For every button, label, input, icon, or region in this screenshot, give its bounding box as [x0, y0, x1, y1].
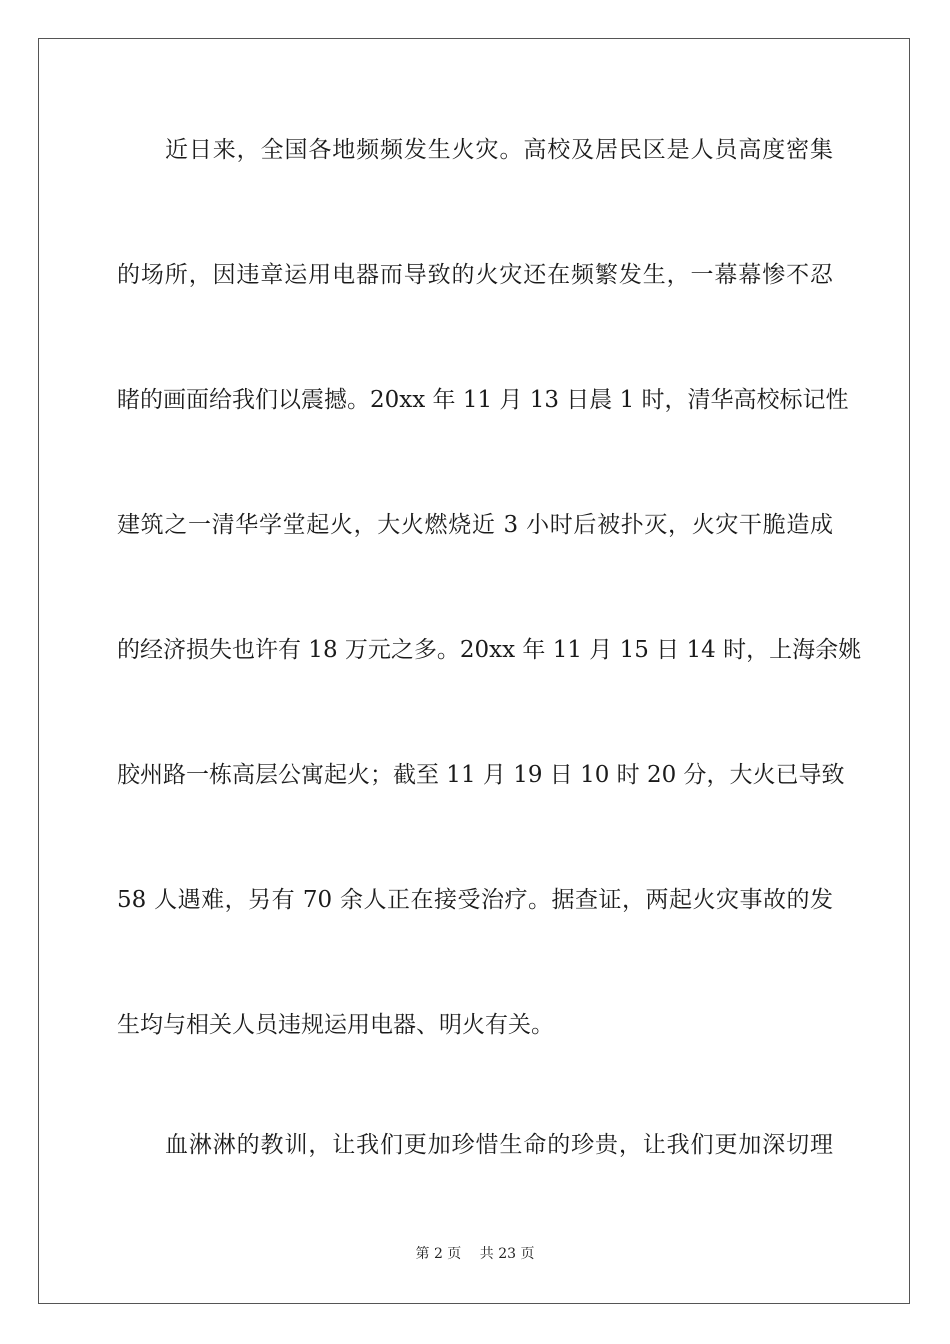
paragraph-2-line-1: 血淋淋的教训，让我们更加珍惜生命的珍贵，让我们更加深切理 [165, 1132, 833, 1158]
paragraph-1-line-5: 的经济损失也许有 18 万元之多。20xx 年 11 月 15 日 14 时，上海余姚 [117, 637, 862, 663]
paragraph-1-line-1: 近日来，全国各地频频发生火灾。高校及居民区是人员高度密集 [165, 137, 833, 163]
paragraph-1-line-2: 的场所，因违章运用电器而导致的火灾还在频繁发生，一幕幕惨不忍 [117, 262, 833, 288]
paragraph-1-line-7: 58 人遇难，另有 70 余人正在接受治疗。据查证，两起火灾事故的发 [117, 887, 833, 913]
paragraph-1-line-8: 生均与相关人员违规运用电器、明火有关。 [117, 1012, 554, 1038]
paragraph-1-line-6: 胶州路一栋高层公寓起火；截至 11 月 19 日 10 时 20 分，大火已导致 [117, 762, 845, 788]
page-number-footer: 第 2 页 共 23 页 [415, 1246, 535, 1262]
paragraph-1-line-3: 睹的画面给我们以震撼。20xx 年 11 月 13 日晨 1 时，清华高校标记性 [117, 387, 849, 413]
paragraph-1-line-4: 建筑之一清华学堂起火，大火燃烧近 3 小时后被扑灭，火灾干脆造成 [117, 512, 833, 538]
page-frame [38, 38, 910, 1304]
